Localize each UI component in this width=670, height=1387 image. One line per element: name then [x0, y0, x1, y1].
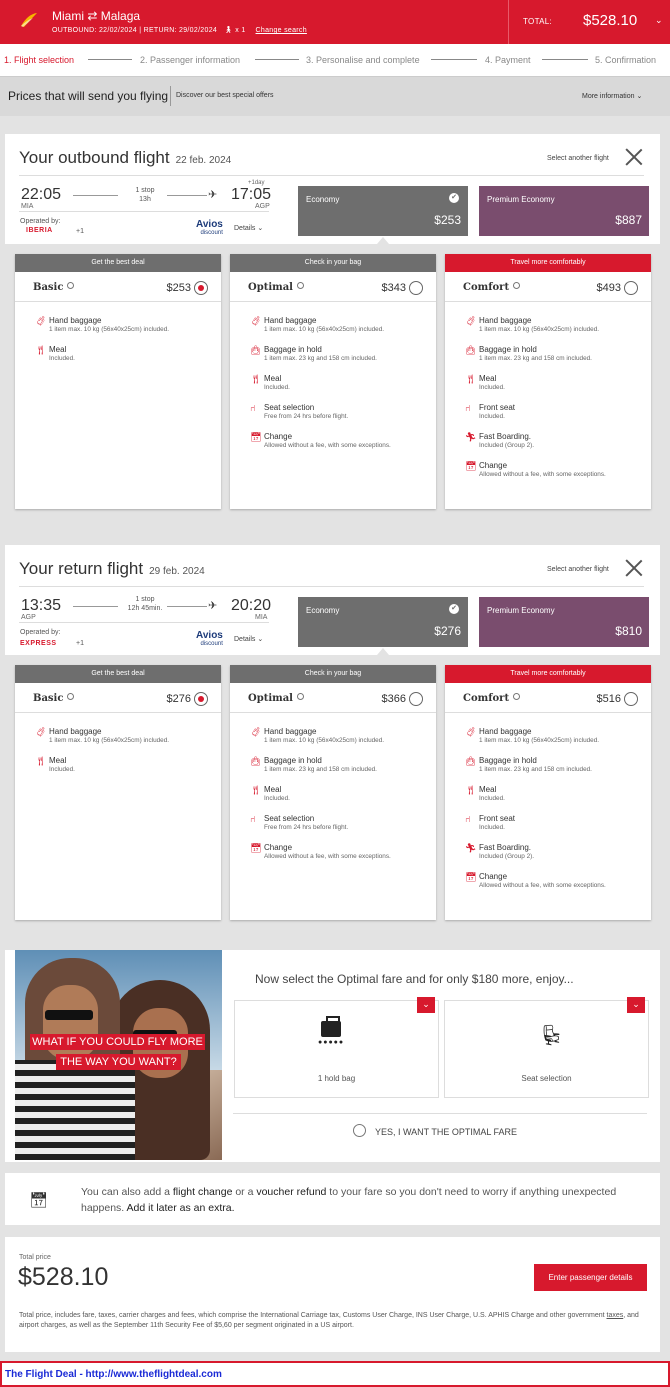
info-icon[interactable] [513, 282, 520, 289]
premium-economy-cabin-option[interactable] [479, 186, 649, 236]
feature-description: Included. [49, 766, 75, 773]
total-price-label: Total price [19, 1254, 51, 1261]
checkmark-icon: ✔ [449, 193, 459, 203]
feature-description: Allowed without a fee, with some exceptions. [479, 882, 606, 889]
plus-carriers: +1 [76, 228, 84, 235]
fare-header: Check in your bag [230, 254, 436, 272]
photo-figure [15, 1060, 135, 1160]
feature-title: Fast Boarding. [479, 432, 532, 441]
feature-description: 1 item max. 23 kg and 158 cm included. [264, 766, 377, 773]
divider [19, 175, 644, 176]
fare-header: Get the best deal [15, 665, 221, 683]
cabin-price: $810 [615, 624, 642, 638]
meal-icon: 🍴︎ [35, 345, 47, 355]
arrival-airport: MIA [255, 614, 268, 621]
economy-cabin-option[interactable] [298, 597, 468, 647]
step-divider [88, 59, 132, 60]
stops-count: 1 stop [135, 187, 155, 194]
avios-label: Avios [196, 630, 223, 641]
feature-title: Baggage in hold [264, 345, 322, 354]
route-line [167, 195, 207, 196]
return-flight-section [5, 545, 660, 940]
feature-description: Included. [49, 355, 75, 362]
close-icon[interactable] [625, 148, 643, 166]
fare-price: $343 [381, 282, 406, 294]
info-icon[interactable] [67, 693, 74, 700]
optimal-fare-radio[interactable] [353, 1124, 366, 1137]
iberia-logo-icon [20, 12, 38, 28]
hand-baggage-icon: 🧳︎ [465, 316, 477, 326]
fare-name [463, 693, 520, 704]
top-bar [0, 0, 670, 44]
step-payment: 4. Payment [485, 55, 531, 65]
feature-description: 1 item max. 10 kg (56x40x25cm) included. [264, 326, 385, 333]
change-icon: 📅︎ [250, 843, 262, 853]
feature-description: 1 item max. 10 kg (56x40x25cm) included. [479, 737, 600, 744]
step-flight-selection: 1. Flight selection [4, 55, 75, 65]
fare-price: $493 [596, 282, 621, 294]
fare-name-label: Basic [33, 282, 64, 293]
hold-bag-icon [321, 1021, 341, 1037]
route-line [167, 606, 207, 607]
premium-economy-cabin-option[interactable] [479, 597, 649, 647]
seat-icon: ⑁ [465, 814, 471, 824]
feature-description: Included. [479, 795, 505, 802]
fast-boarding-icon: 🏃︎ [465, 432, 477, 442]
extras-info-box [5, 1173, 660, 1225]
feature-title: Seat selection [264, 814, 315, 823]
total-price-section [5, 1237, 660, 1352]
fare-name [248, 282, 304, 293]
avios-sublabel: discount [200, 230, 223, 236]
promo-subtitle: Discover our best special offers [176, 92, 274, 99]
fare-header: Get the best deal [15, 254, 221, 272]
step-confirmation: 5. Confirmation [595, 55, 657, 65]
extra-text: to your fare so you don't need to worry if anything unexpected happens. [81, 1186, 617, 1214]
fare-radio[interactable] [409, 692, 423, 706]
footer-watermark [0, 1361, 670, 1387]
extra-bold: voucher refund [256, 1186, 327, 1198]
flight-duration: 13h [139, 196, 151, 203]
hold-bag-benefit [234, 1000, 439, 1098]
feature-title: Seat selection [264, 403, 315, 412]
section-title [19, 148, 231, 168]
divider [445, 301, 651, 302]
fare-options [5, 655, 660, 940]
cabin-price: $887 [615, 213, 642, 227]
feature-title: Front seat [479, 403, 516, 412]
route-line [73, 195, 118, 196]
step-passenger-information: 2. Passenger information [140, 55, 241, 65]
divider [19, 211, 269, 212]
extra-text: You can also add a [81, 1186, 173, 1198]
feature-description: Included. [479, 413, 505, 420]
selection-pointer [377, 648, 389, 655]
feature-title: Meal [479, 374, 497, 383]
fare-name-label: Comfort [463, 282, 510, 293]
feature-description: 1 item max. 10 kg (56x40x25cm) included. [49, 326, 170, 333]
details-label: Details [234, 636, 256, 643]
feature-title: Meal [264, 374, 282, 383]
optimal-upsell-banner [5, 950, 660, 1162]
info-icon[interactable] [513, 693, 520, 700]
arrival-time: 20:20 [231, 597, 272, 614]
hold-bag-label: 1 hold bag [317, 1074, 356, 1083]
hand-baggage-icon: 🧳︎ [250, 316, 262, 326]
fare-header: Travel more comfortably [445, 254, 651, 272]
plus-day-label: +1day [248, 180, 265, 186]
cabin-name: Economy [306, 195, 340, 204]
outbound-date-label: 22 feb. 2024 [175, 155, 232, 166]
feature-description: 1 item max. 23 kg and 158 cm included. [479, 355, 592, 362]
footer-text: The Flight Deal - http://www.theflightdeal.com [5, 1369, 222, 1380]
operated-by-label: Operated by: [20, 218, 61, 225]
total-price-value: $528.10 [18, 1263, 109, 1291]
avios-discount-logo [196, 221, 223, 237]
seat-icon: ⑁ [250, 403, 256, 413]
upsell-title: Now select the Optimal fare and for only $180 more, enjoy... [255, 972, 574, 986]
taxes-link[interactable]: taxes [606, 1312, 624, 1319]
total-dropdown[interactable] [508, 0, 670, 44]
fare-radio[interactable] [194, 281, 208, 295]
cabin-name: Economy [306, 606, 340, 615]
optimal-fare-label[interactable]: YES, I WANT THE OPTIMAL FARE [375, 1127, 518, 1137]
feature-description: Included. [479, 824, 505, 831]
stops-info [120, 186, 170, 204]
feature-title: Hand baggage [264, 727, 317, 736]
passenger-icon: 🚶︎ [223, 27, 234, 34]
seat-icon: 💺︎ [539, 1025, 565, 1047]
chevron-down-icon: ⌄ [636, 93, 643, 100]
feature-title: Fast Boarding. [479, 843, 532, 852]
carrier-iberia-logo: IBERIA [26, 227, 53, 234]
outbound-title: Your outbound flight [19, 148, 170, 167]
fare-name-label: Comfort [463, 693, 510, 704]
divider [445, 712, 651, 713]
feature-description: Allowed without a fee, with some exceptions. [264, 853, 391, 860]
fare-card-comfort[interactable] [445, 665, 651, 920]
divider [230, 712, 436, 713]
photo-figure [45, 1010, 93, 1020]
return-date-label: 29 feb. 2024 [149, 566, 205, 577]
passenger-count: x 1 [235, 27, 246, 34]
photo-banner-line1: WHAT IF YOU COULD FLY MORE [30, 1034, 205, 1050]
feature-title: Meal [479, 785, 497, 794]
stops-count: 1 stop [135, 596, 155, 603]
fare-card-optimal[interactable] [230, 254, 436, 509]
feature-title: Change [479, 461, 508, 470]
feature-title: Baggage in hold [479, 345, 537, 354]
feature-title: Hand baggage [264, 316, 317, 325]
fare-price: $253 [166, 282, 191, 294]
progress-steps [0, 44, 670, 76]
check-flag-icon: ⌄ [627, 997, 645, 1013]
feature-description: Allowed without a fee, with some exceptions. [264, 442, 391, 449]
feature-title: Hand baggage [49, 727, 102, 736]
hold-baggage-icon: 👜︎ [250, 345, 262, 355]
feature-title: Hand baggage [479, 316, 532, 325]
departure-airport: MIA [21, 203, 34, 210]
cabin-price: $276 [434, 624, 461, 638]
cabin-price: $253 [434, 213, 461, 227]
total-label: TOTAL: [523, 17, 553, 26]
disclaimer-text: , and airport charges, as well as the September 11th Security Fee of $5,60 per segment originated in a US airport. [19, 1312, 639, 1329]
departure-airport: AGP [21, 614, 36, 621]
divider [19, 586, 644, 587]
bag-wheels-icon: ●●●●● [318, 1039, 345, 1046]
photo-banner-line2: THE WAY YOU WANT? [56, 1054, 181, 1070]
route-title: Miami ⇄ Malaga [52, 9, 141, 23]
fare-name [463, 282, 520, 293]
flight-duration: 12h 45min. [127, 605, 163, 612]
cabin-name: Premium Economy [487, 606, 555, 615]
feature-title: Meal [49, 756, 67, 765]
plus-carriers: +1 [76, 640, 84, 647]
avios-sublabel: discount [200, 641, 223, 647]
hold-baggage-icon: 👜︎ [250, 756, 262, 766]
fare-price: $516 [596, 693, 621, 705]
trip-dates: OUTBOUND: 22/02/2024 | RETURN: 29/02/2024 🚶︎ x 1 Change search [52, 27, 307, 34]
feature-description: 1 item max. 23 kg and 158 cm included. [264, 355, 377, 362]
hand-baggage-icon: 🧳︎ [35, 316, 47, 326]
fare-card-optimal[interactable] [230, 665, 436, 920]
fare-radio[interactable] [409, 281, 423, 295]
fare-name-label: Basic [33, 693, 64, 704]
seat-icon: ⑁ [250, 814, 256, 824]
feature-description: Included. [264, 384, 290, 391]
step-personalise: 3. Personalise and complete [306, 55, 420, 65]
hand-baggage-icon: 🧳︎ [250, 727, 262, 737]
fare-name [33, 693, 74, 704]
fare-name [33, 282, 74, 293]
check-flag-icon: ⌄ [417, 997, 435, 1013]
feature-description: Included. [479, 384, 505, 391]
feature-title: Change [264, 843, 293, 852]
fare-card-comfort[interactable] [445, 254, 651, 509]
hold-baggage-icon: 👜︎ [465, 756, 477, 766]
change-icon: 📅︎ [465, 872, 477, 882]
selection-pointer [377, 237, 389, 244]
hand-baggage-icon: 🧳︎ [35, 727, 47, 737]
divider [19, 622, 269, 623]
feature-description: 1 item max. 10 kg (56x40x25cm) included. [479, 326, 600, 333]
extras-info-text [81, 1184, 651, 1216]
feature-title: Front seat [479, 814, 516, 823]
total-value: $528.10 [583, 12, 638, 29]
divider [230, 301, 436, 302]
hand-baggage-icon: 🧳︎ [465, 727, 477, 737]
seat-selection-label: Seat selection [521, 1074, 572, 1083]
feature-description: 1 item max. 10 kg (56x40x25cm) included. [264, 737, 385, 744]
more-information-button[interactable] [582, 92, 642, 100]
feature-title: Change [479, 872, 508, 881]
section-title [19, 559, 205, 579]
meal-icon: 🍴︎ [465, 374, 477, 384]
divider [15, 712, 221, 713]
feature-description: Included (Group 2). [479, 442, 535, 449]
extra-bold: flight change [172, 1186, 233, 1198]
details-toggle[interactable] [234, 224, 263, 232]
fare-radio[interactable] [194, 692, 208, 706]
plane-icon: ✈ [208, 189, 218, 201]
feature-title: Baggage in hold [264, 756, 322, 765]
extra-bold: Add it later as an extra. [126, 1202, 235, 1214]
feature-title: Change [264, 432, 293, 441]
fare-card-basic[interactable] [15, 665, 221, 920]
fare-name [248, 693, 304, 704]
economy-cabin-option[interactable] [298, 186, 468, 236]
cabin-name: Premium Economy [487, 195, 555, 204]
divider [15, 301, 221, 302]
select-another-flight-link[interactable]: Select another flight [547, 566, 609, 573]
info-icon[interactable] [297, 282, 304, 289]
fare-header: Check in your bag [230, 665, 436, 683]
fare-name-label: Optimal [248, 693, 293, 704]
promo-separator [170, 86, 171, 106]
departure-time: 13:35 [21, 597, 62, 614]
select-another-flight-link[interactable]: Select another flight [547, 155, 609, 162]
feature-title: Hand baggage [479, 727, 532, 736]
more-information-label: More information [582, 93, 635, 100]
info-icon[interactable] [297, 693, 304, 700]
carrier-express-logo: EXPRESS [20, 640, 57, 647]
chevron-down-icon: ⌄ [257, 636, 264, 643]
step-divider [255, 59, 299, 60]
return-title: Your return flight [19, 559, 144, 578]
feature-description: Included (Group 2). [479, 853, 535, 860]
price-disclaimer [19, 1311, 644, 1331]
fare-name-label: Optimal [248, 282, 293, 293]
operated-by-label: Operated by: [20, 629, 61, 636]
checkmark-icon: ✔ [449, 604, 459, 614]
hold-baggage-icon: 👜︎ [465, 345, 477, 355]
fare-price: $366 [381, 693, 406, 705]
route-line [73, 606, 118, 607]
departure-time: 22:05 [21, 186, 62, 203]
outbound-flight-section [5, 134, 660, 529]
feature-title: Meal [264, 785, 282, 794]
feature-description: Included. [264, 795, 290, 802]
fare-options [5, 244, 660, 529]
fast-boarding-icon: 🏃︎ [465, 843, 477, 853]
meal-icon: 🍴︎ [35, 756, 47, 766]
plane-icon: ✈ [208, 600, 218, 612]
close-icon[interactable] [625, 559, 643, 577]
step-divider [542, 59, 588, 60]
chevron-down-icon: ⌄ [655, 15, 663, 25]
meal-icon: 🍴︎ [250, 374, 262, 384]
divider [233, 1113, 647, 1114]
feature-title: Hand baggage [49, 316, 102, 325]
step-divider [431, 59, 477, 60]
feature-title: Meal [49, 345, 67, 354]
details-toggle[interactable] [234, 635, 263, 643]
change-search-link[interactable]: Change search [255, 27, 307, 34]
fare-header: Travel more comfortably [445, 665, 651, 683]
couple-photo [15, 950, 222, 1160]
details-label: Details [234, 225, 256, 232]
feature-description: Free from 24 hrs before flight. [264, 413, 349, 420]
seat-selection-benefit [444, 1000, 649, 1098]
calendar-clock-icon: 📅︎ [29, 1192, 49, 1209]
avios-discount-logo [196, 632, 223, 648]
return-date: RETURN: 29/02/2024 [143, 27, 218, 34]
feature-description: 1 item max. 23 kg and 158 cm included. [479, 766, 592, 773]
arrival-airport: AGP [255, 203, 270, 210]
feature-description: 1 item max. 10 kg (56x40x25cm) included. [49, 737, 170, 744]
fare-card-basic[interactable] [15, 254, 221, 509]
fare-price: $276 [166, 693, 191, 705]
stops-info [120, 595, 170, 613]
promo-bar [0, 76, 670, 116]
promo-title: Prices that will send you flying [8, 89, 169, 103]
fare-radio[interactable] [624, 281, 638, 295]
seat-icon: ⑁ [465, 403, 471, 413]
chevron-down-icon: ⌄ [257, 225, 264, 232]
avios-label: Avios [196, 219, 223, 230]
feature-description: Free from 24 hrs before flight. [264, 824, 349, 831]
info-icon[interactable] [67, 282, 74, 289]
change-icon: 📅︎ [250, 432, 262, 442]
fare-radio[interactable] [624, 692, 638, 706]
disclaimer-text: Total price, includes fare, taxes, carrier charges and fees, which comprise the International Carriage tax, Customs User Charge, INS User Charge, U.S. APHIS Charge and other government [19, 1312, 607, 1319]
enter-passenger-details-button[interactable]: Enter passenger details [534, 1264, 647, 1291]
change-icon: 📅︎ [465, 461, 477, 471]
extra-text: or a [232, 1186, 257, 1198]
outbound-date: OUTBOUND: 22/02/2024 [52, 27, 137, 34]
feature-description: Allowed without a fee, with some exceptions. [479, 471, 606, 478]
arrival-time: 17:05 [231, 186, 272, 203]
feature-title: Baggage in hold [479, 756, 537, 765]
meal-icon: 🍴︎ [465, 785, 477, 795]
meal-icon: 🍴︎ [250, 785, 262, 795]
